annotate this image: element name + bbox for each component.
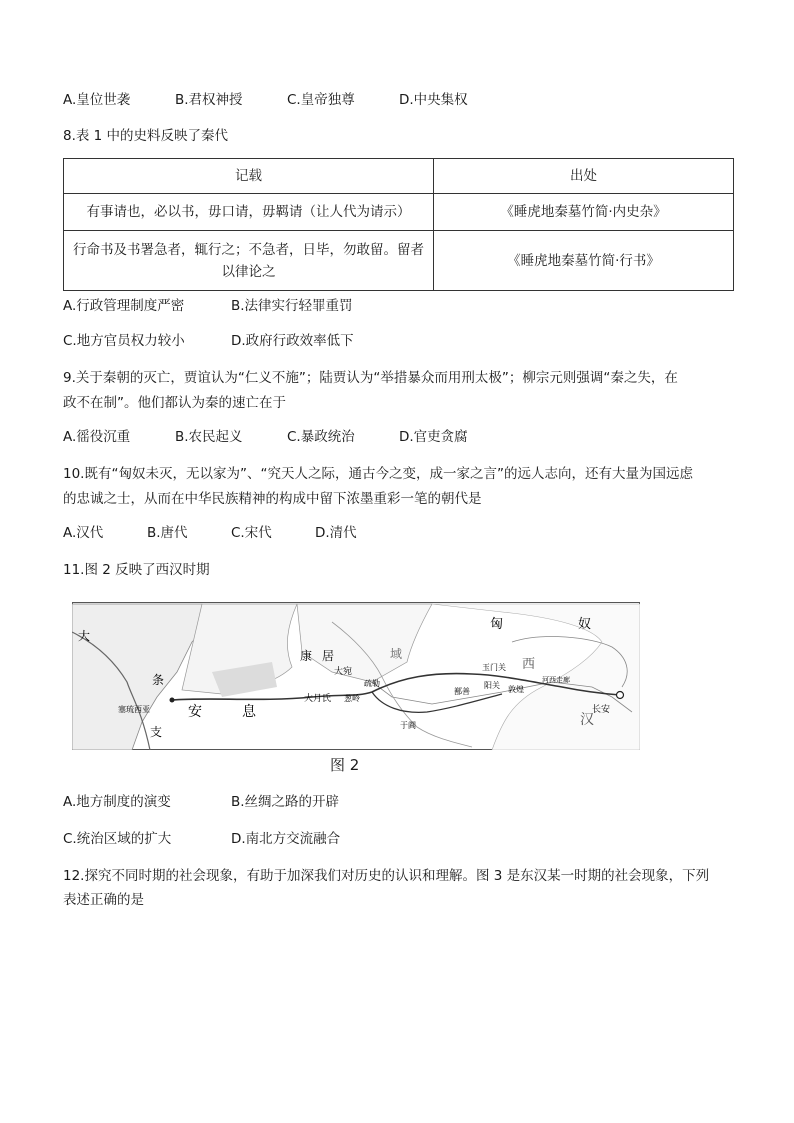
table-row (64, 194, 734, 231)
q12-stem-line1: 12.探究不同时期的社会现象，有助于加深我们对历史的认识和理解。图 3 是东汉某一时期的社会现象，下列 (63, 868, 710, 884)
label-dawan: 大宛 (334, 666, 353, 676)
q11-option-c: C.统治区域的扩大 (63, 831, 172, 847)
figure-2-caption: 图 2 (330, 756, 360, 774)
q11-option-d: D.南北方交流融合 (231, 831, 341, 847)
seleucia-marker (170, 698, 175, 703)
table-row (64, 231, 734, 291)
label-shanshan: 鄯善 (454, 687, 470, 696)
q10-option-c: C.宋代 (231, 525, 272, 541)
label-shule: 疏勒 (364, 679, 380, 688)
label-xi: 西 (522, 656, 536, 671)
table-cell: 《睡虎地秦墓竹简·行书》 (434, 231, 734, 291)
q7-option-d: D.中央集权 (399, 92, 468, 108)
label-kang: 康 (300, 649, 313, 663)
q10-stem-line1: 10.既有“匈奴未灭，无以家为”、“究天人之际，通古今之变，成一家之言”的远人志向，还有大量为国远虑 (63, 466, 693, 482)
q10-stem-line2: 的忠诚之士，从而在中华民族精神的构成中留下浓墨重彩一笔的朝代是 (63, 491, 482, 507)
q7-option-a: A.皇位世袭 (63, 92, 131, 108)
label-da: 大 (78, 629, 91, 643)
q11-option-a: A.地方制度的演变 (63, 794, 171, 810)
label-anxi-2: 息 (242, 703, 256, 719)
q8-source-table (63, 158, 734, 291)
q8-option-b: B.法律实行轻罪重罚 (231, 298, 353, 314)
label-xiongnu-2: 奴 (578, 616, 592, 631)
label-yu: 域 (390, 647, 403, 661)
label-anxi-1: 安 (188, 703, 202, 719)
label-hexi: 河西走廊 (542, 677, 570, 684)
q10-option-d: D.清代 (315, 525, 357, 541)
q7-option-c: C.皇帝独尊 (287, 92, 355, 108)
q9-option-c: C.暴政统治 (287, 429, 355, 445)
q11-stem: 11.图 2 反映了西汉时期 (63, 562, 210, 578)
q10-option-b: B.唐代 (147, 525, 188, 541)
q9-option-b: B.农民起义 (175, 429, 243, 445)
q9-option-a: A.徭役沉重 (63, 429, 131, 445)
label-yumenguan: 玉门关 (482, 663, 506, 672)
q7-option-b: B.君权神授 (175, 92, 243, 108)
q11-option-b: B.丝绸之路的开辟 (231, 794, 340, 810)
changan-marker (617, 692, 624, 699)
q8-stem: 8.表 1 中的史料反映了秦代 (63, 128, 229, 144)
q9-stem-line1: 9.关于秦朝的灭亡，贾谊认为“仁义不施”；陆贾认为“举措暴众而用刑太极”；柳宗元则强调“秦之失，在 (63, 370, 678, 386)
label-xiongnu-1: 匈 (490, 616, 504, 631)
label-ju: 居 (322, 649, 335, 663)
q9-stem-line2: 政不在制”。他们都认为秦的速亡在于 (63, 395, 286, 411)
label-yutian: 于阗 (400, 721, 416, 730)
label-dunhuang: 敦煌 (508, 685, 524, 694)
q8-option-d: D.政府行政效率低下 (231, 333, 354, 349)
q8-option-a: A.行政管理制度严密 (63, 298, 185, 314)
label-seleucia: 塞琉西亚 (118, 705, 150, 714)
label-tiao: 条 (152, 673, 165, 687)
q8-option-c: C.地方官员权力较小 (63, 333, 185, 349)
table-cell: 《睡虎地秦墓竹简·内史杂》 (434, 194, 734, 231)
silk-road-map (72, 602, 640, 750)
table-header-source: 出处 (434, 159, 734, 194)
label-dayuezhi: 大月氏 (304, 693, 332, 703)
q9-option-d: D.官吏贪腐 (399, 429, 468, 445)
label-changan: 长安 (592, 704, 611, 714)
label-zhi: 支 (150, 725, 163, 739)
table-header-record: 记载 (64, 159, 434, 194)
label-congling: 葱岭 (344, 694, 360, 703)
table-cell: 行命书及书署急者，辄行之；不急者，日毕，勿敢留。留者以律论之 (64, 231, 434, 291)
label-han: 汉 (580, 711, 594, 727)
q12-stem-line2: 表述正确的是 (63, 892, 144, 908)
table-cell: 有事请也，必以书，毋口请，毋羁请（让人代为请示） (64, 194, 434, 231)
label-yangguan: 阳关 (484, 681, 500, 690)
q10-option-a: A.汉代 (63, 525, 104, 541)
